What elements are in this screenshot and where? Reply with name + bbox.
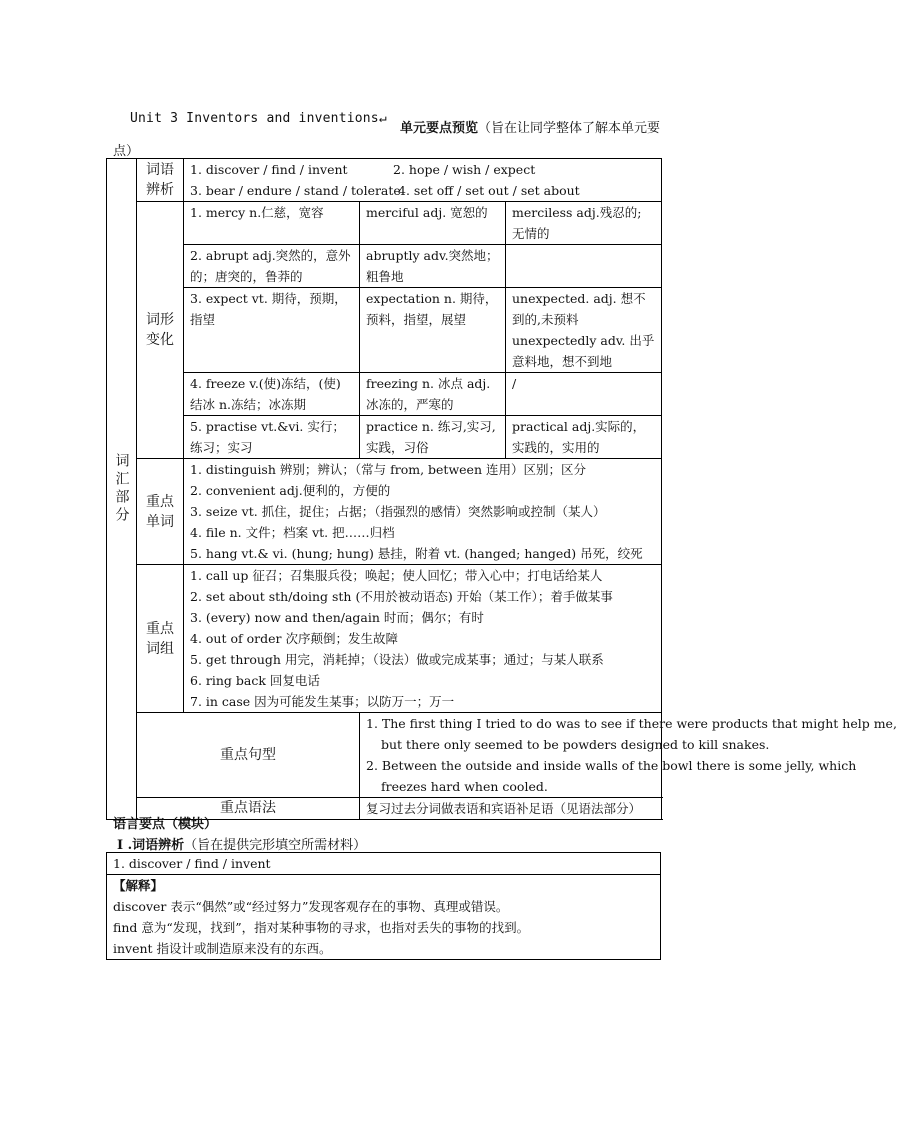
form-cell: / xyxy=(506,373,662,416)
form-cell: merciless adj.残忍的; 无情的 xyxy=(506,202,662,245)
key-sentences-cell xyxy=(360,713,897,798)
key-grammar-label: 重点语法 xyxy=(137,798,360,820)
form-cell: freezing n. 冰点 adj. 冰冻的，严寒的 xyxy=(360,373,506,416)
key-sentences-label: 重点句型 xyxy=(137,713,360,798)
key-phrase-item: 3. (every) now and then/again 时而；偶尔；有时 xyxy=(190,610,484,625)
language-points-heading: 语言要点（模块） xyxy=(113,817,218,832)
section-heading-note: （旨在提供完形填空所需材料） xyxy=(184,838,367,853)
key-sentence-line: freezes hard when cooled. xyxy=(381,779,548,794)
word-discrimination-heading xyxy=(117,834,366,853)
discrimination-item: 3. bear / endure / stand / tolerate xyxy=(190,183,401,198)
key-phrase-item: 1. call up 征召；召集服兵役；唤起；使人回忆；带入心中；打电话给某人 xyxy=(190,568,603,583)
form-row xyxy=(107,373,662,416)
key-phrase-item: 6. ring back 回复电话 xyxy=(190,673,320,688)
form-cell: practice n. 练习,实习,实践，习俗 xyxy=(360,416,506,459)
key-phrases-cell xyxy=(184,565,662,713)
key-word-item: 5. hang vt.& vi. (hung; hung) 悬挂，附着 vt. (hanged; hanged) 吊死，绞死 xyxy=(190,546,643,561)
discrimination-row xyxy=(107,159,662,202)
explanation-head-row xyxy=(107,853,661,875)
form-row xyxy=(107,202,662,245)
form-cell: 3. expect vt. 期待，预期，指望 xyxy=(184,288,360,373)
key-word-item: 4. file n. 文件；档案 vt. 把……归档 xyxy=(190,525,395,540)
form-cell: abruptly adv.突然地；粗鲁地 xyxy=(360,245,506,288)
discrimination-item: 4. set off / set out / set about xyxy=(398,183,580,198)
key-sentence-line: 1. The first thing I tried to do was to see if there were products that might help me, xyxy=(366,716,897,731)
form-cell: 5. practise vt.&vi. 实行；练习；实习 xyxy=(184,416,360,459)
form-cell: 1. mercy n.仁慈，宽容 xyxy=(184,202,360,245)
key-sentences-row xyxy=(107,713,662,798)
form-row xyxy=(107,416,662,459)
discrimination-label: 词语辨析 xyxy=(137,159,184,202)
key-phrases-row xyxy=(107,565,662,713)
discrimination-item: 1. discover / find / invent xyxy=(190,162,348,177)
explanation-line: discover 表示“偶然”或“经过努力”发现客观存在的事物、真理或错误。 xyxy=(113,899,509,914)
explanation-body-row xyxy=(107,875,661,960)
key-sentence-line: but there only seemed to be powders designed to kill snakes. xyxy=(381,737,770,752)
form-cell: 4. freeze v.(使)冻结，(使)结冰 n.冻结；冰冻期 xyxy=(184,373,360,416)
overview-note: （旨在让同学整体了解本单元要 xyxy=(478,121,661,136)
form-cell xyxy=(506,245,662,288)
key-phrase-item: 2. set about sth/doing sth (不用於被动语态) 开始（某工作）；着手做某事 xyxy=(190,589,613,604)
key-phrase-item: 4. out of order 次序颠倒；发生故障 xyxy=(190,631,398,646)
form-cell: practical adj.实际的，实践的，实用的 xyxy=(506,416,662,459)
explanation-body xyxy=(107,875,661,960)
key-phrase-item: 7. in case 因为可能发生某事；以防万一；万一 xyxy=(190,694,455,709)
discrimination-cell xyxy=(184,159,662,202)
key-words-row xyxy=(107,459,662,565)
forms-label: 词形变化 xyxy=(137,202,184,459)
form-cell: merciful adj. 宽恕的 xyxy=(360,202,506,245)
discrimination-item: 2. hope / wish / expect xyxy=(393,162,536,177)
section-heading-bold: I .词语辨析 xyxy=(117,838,185,853)
explanation-head: 1. discover / find / invent xyxy=(107,853,661,875)
form-cell: 2. abrupt adj.突然的，意外的；唐突的，鲁莽的 xyxy=(184,245,360,288)
explanation-line: find 意为“发现，找到”，指对某种事物的寻求，也指对丢失的事物的找到。 xyxy=(113,920,530,935)
explanation-label: 【解释】 xyxy=(113,878,164,893)
form-cell: unexpected. adj. 想不到的,未预料 unexpectedly adv. 出乎意料地，想不到地 xyxy=(506,288,662,373)
unit-overview-heading xyxy=(400,117,660,136)
key-word-item: 3. seize vt. 抓住，捉住；占据；（指强烈的感情）突然影响或控制（某人） xyxy=(190,504,606,519)
form-row xyxy=(107,245,662,288)
key-phrase-item: 5. get through 用完，消耗掉；（设法）做或完成某事；通过；与某人联系 xyxy=(190,652,604,667)
explanation-line: invent 指设计或制造原来没有的东西。 xyxy=(113,941,332,956)
form-cell: expectation n. 期待，预料，指望，展望 xyxy=(360,288,506,373)
vocab-section-label: 词汇部分 xyxy=(107,159,137,820)
overview-bold: 单元要点预览 xyxy=(400,121,479,136)
explanation-box xyxy=(106,852,661,960)
overview-note-continued: 点） xyxy=(113,144,140,159)
key-sentence-line: 2. Between the outside and inside walls of the bowl there is some jelly, which xyxy=(366,758,857,773)
form-row xyxy=(107,288,662,373)
key-word-item: 2. convenient adj.便利的，方便的 xyxy=(190,483,391,498)
unit-title: Unit 3 Inventors and inventions↵ xyxy=(130,111,387,126)
key-words-cell xyxy=(184,459,662,565)
unit-overview-table xyxy=(106,158,897,820)
key-grammar-cell: 复习过去分词做表语和宾语补足语（见语法部分） xyxy=(360,798,662,820)
key-word-item: 1. distinguish 辨别；辨认；（常与 from, between 连用）区别；区分 xyxy=(190,462,586,477)
key-words-label: 重点单词 xyxy=(137,459,184,565)
key-phrases-label: 重点词组 xyxy=(137,565,184,713)
